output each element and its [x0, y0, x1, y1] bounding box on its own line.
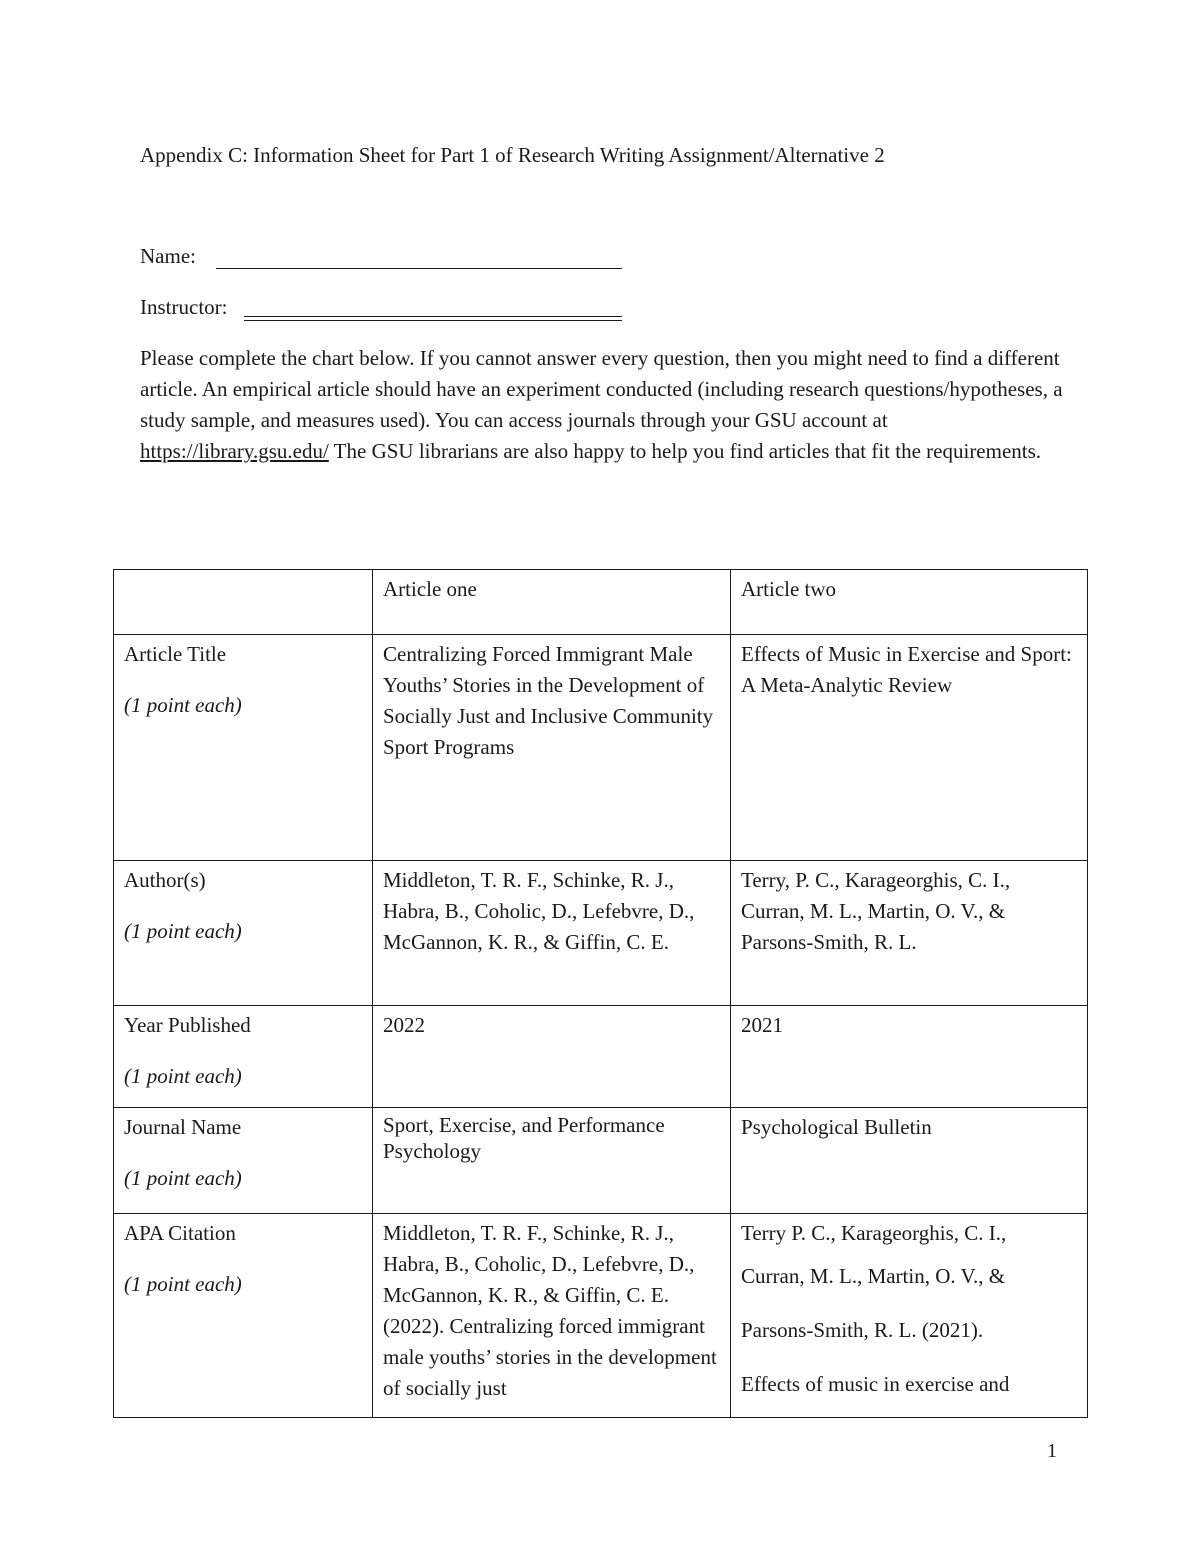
article-one-authors[interactable]: Middleton, T. R. F., Schinke, R. J., Habra, B., Coholic, D., Lefebvre, D., McGannon, K. R., & Giffin, C. E.	[373, 861, 731, 1006]
citation-line: Terry P. C., Karageorghis, C. I.,	[741, 1221, 1007, 1245]
library-link[interactable]: https://library.gsu.edu/	[140, 439, 329, 463]
citation-line: Parsons-Smith, R. L. (2021).	[741, 1318, 984, 1342]
table-row	[114, 635, 1088, 861]
instructions-text: Please complete the chart below. If you cannot answer every question, then you might need to find a different article. An empirical article should have an experiment conducted (including research questions/hypotheses, a study sample, and measures used). You can access journals through your GSU account at	[140, 346, 1063, 432]
name-blank-line[interactable]	[216, 268, 622, 269]
instructor-blank-line-double	[244, 320, 622, 321]
table-header-row	[114, 570, 1088, 635]
row-label: APA Citation	[124, 1221, 236, 1245]
points-note: (1 point each)	[124, 1166, 242, 1190]
row-label-cell	[114, 861, 373, 1006]
row-label-cell	[114, 1006, 373, 1108]
article-one-citation[interactable]: Middleton, T. R. F., Schinke, R. J., Habra, B., Coholic, D., Lefebvre, D., McGannon, K. R., & Giffin, C. E. (2022). Centralizing forced immigrant male youths’ stories in the development of socially just	[373, 1214, 731, 1418]
page-number: 1	[1047, 1440, 1057, 1462]
instructions-text-continued: The GSU librarians are also happy to help you find articles that fit the requirements.	[328, 439, 1042, 463]
article-one-title[interactable]: Centralizing Forced Immigrant Male Youths’ Stories in the Development of Socially Just and Inclusive Community Sport Programs	[373, 635, 731, 861]
article-two-citation[interactable]	[731, 1214, 1088, 1418]
row-label-cell	[114, 635, 373, 861]
row-label-cell	[114, 1214, 373, 1418]
table-row	[114, 1108, 1088, 1214]
row-label: Journal Name	[124, 1115, 242, 1139]
instructor-blank-line[interactable]	[244, 316, 622, 317]
points-note: (1 point each)	[124, 693, 242, 717]
instructor-label: Instructor:	[140, 295, 228, 319]
article-two-journal[interactable]: Psychological Bulletin	[731, 1108, 1088, 1214]
instructions-paragraph	[140, 343, 1070, 467]
row-label: Author(s)	[124, 868, 206, 892]
table-row	[114, 861, 1088, 1006]
header-article-one: Article one	[373, 570, 731, 635]
header-cell-empty	[114, 570, 373, 635]
citation-line: Curran, M. L., Martin, O. V., &	[741, 1264, 1006, 1288]
name-label: Name:	[140, 244, 196, 268]
points-note: (1 point each)	[124, 919, 242, 943]
points-note: (1 point each)	[124, 1064, 242, 1088]
table-row	[114, 1214, 1088, 1418]
article-two-title[interactable]: Effects of Music in Exercise and Sport: A Meta-Analytic Review	[731, 635, 1088, 861]
table-row	[114, 1006, 1088, 1108]
article-two-authors[interactable]: Terry, P. C., Karageorghis, C. I., Curran, M. L., Martin, O. V., & Parsons-Smith, R. L.	[731, 861, 1088, 1006]
article-two-year[interactable]: 2021	[731, 1006, 1088, 1108]
header-article-two: Article two	[731, 570, 1088, 635]
row-label: Article Title	[124, 642, 227, 666]
row-label-cell	[114, 1108, 373, 1214]
row-label: Year Published	[124, 1013, 251, 1037]
citation-line: Effects of music in exercise and	[741, 1372, 1010, 1396]
article-one-journal[interactable]: Sport, Exercise, and Performance Psychology	[373, 1108, 731, 1214]
points-note: (1 point each)	[124, 1272, 242, 1296]
article-one-year[interactable]: 2022	[373, 1006, 731, 1108]
document-title: Appendix C: Information Sheet for Part 1 of Research Writing Assignment/Alternative 2	[140, 143, 885, 167]
article-chart	[113, 569, 1088, 1418]
